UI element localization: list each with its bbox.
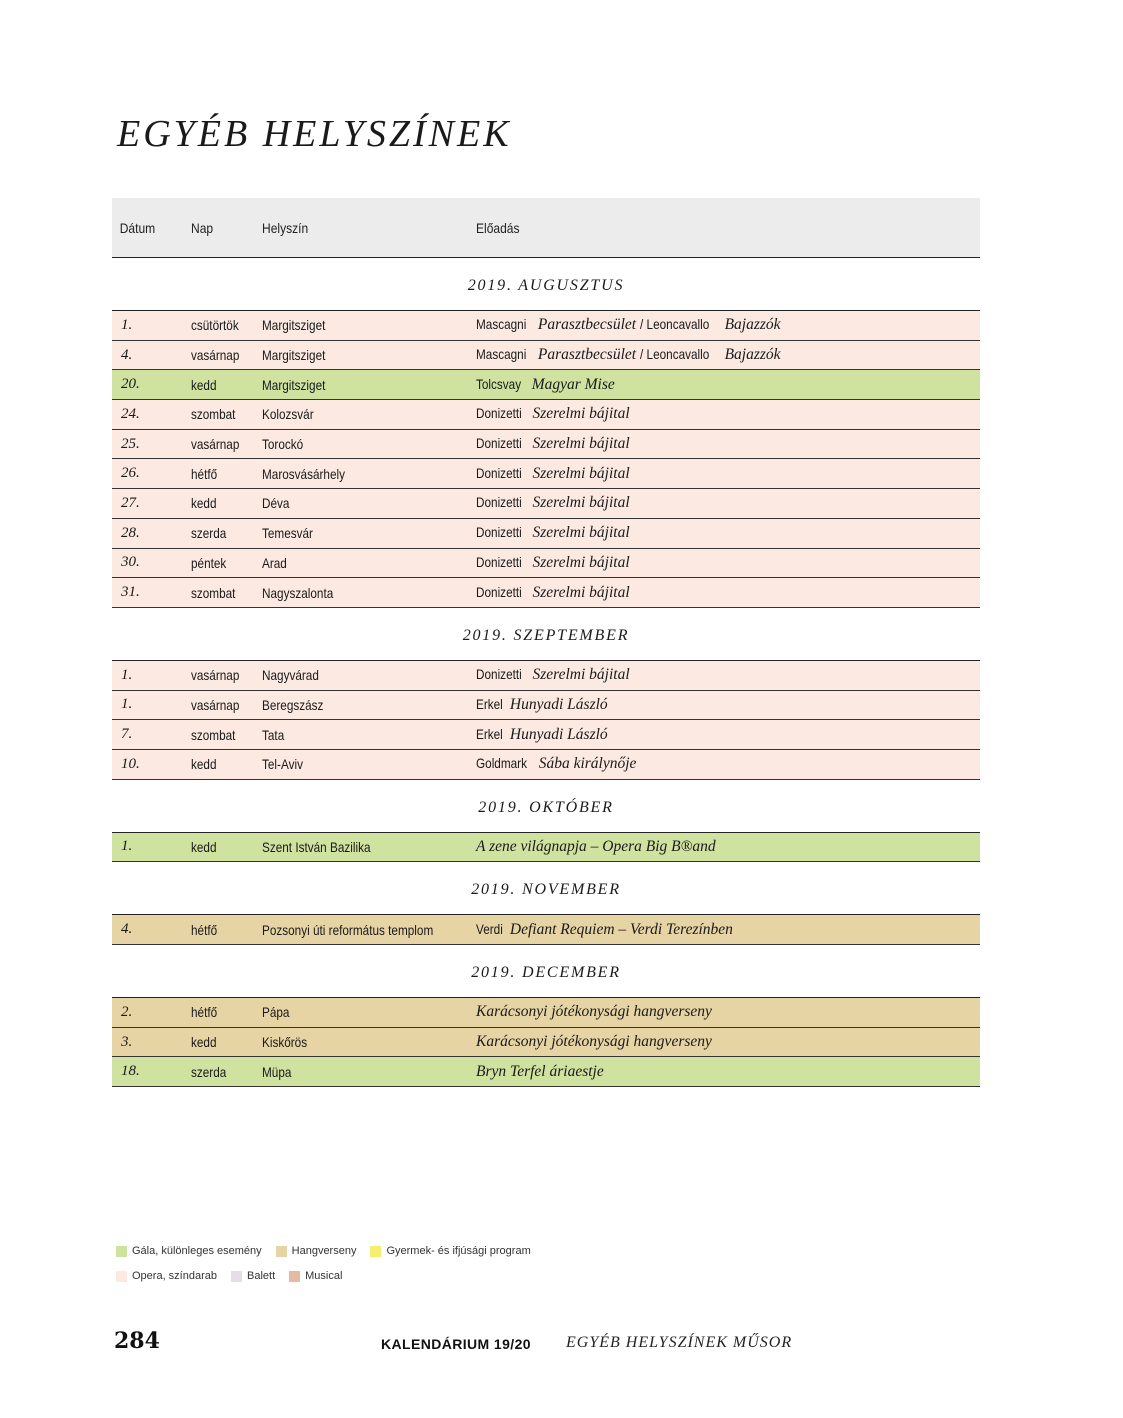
page-number: 284 <box>114 1328 160 1354</box>
date-cell: 18. <box>121 1063 140 1080</box>
date-cell: 1. <box>121 838 133 855</box>
performance-cell <box>476 1063 980 1081</box>
composer-name: Tolcsvay <box>476 375 522 392</box>
work-title: Szerelmi bájital <box>532 666 630 684</box>
work-title: Szerelmi bájital <box>532 494 630 512</box>
venue-cell <box>262 1004 476 1020</box>
work-title: Bryn Terfel áriaestje <box>476 1062 604 1080</box>
legend-item-gyermek <box>370 1245 530 1257</box>
table-row <box>112 311 980 341</box>
month-heading: 2019. AUGUSZTUS <box>112 258 980 311</box>
venue-text: Déva <box>262 495 290 512</box>
legend <box>116 1244 545 1294</box>
day-cell <box>191 406 262 422</box>
work-title: Szerelmi bájital <box>532 435 630 453</box>
page-title: EGYÉB HELYSZÍNEK <box>117 113 512 155</box>
day-text: vasárnap <box>191 436 240 453</box>
header-performance: Előadás <box>476 219 520 236</box>
date-cell: 1. <box>121 316 133 333</box>
venue-text: Tel-Aviv <box>262 756 303 773</box>
table-row <box>112 341 980 371</box>
day-text: szombat <box>191 584 236 601</box>
performance-cell <box>476 376 980 394</box>
day-text: csütörtök <box>191 317 239 334</box>
day-cell <box>191 667 262 683</box>
legend-row <box>116 1269 545 1283</box>
work-title: Hunyadi László <box>509 695 608 713</box>
venue-text: Margitsziget <box>262 347 326 364</box>
day-text: vasárnap <box>191 347 240 364</box>
composer-name: Donizetti <box>476 464 522 481</box>
venue-text: Nagyvárad <box>262 667 319 684</box>
table-row <box>112 1057 980 1087</box>
work-title: Szerelmi bájital <box>532 524 630 542</box>
date-cell: 1. <box>121 696 133 713</box>
day-cell <box>191 347 262 363</box>
table-row <box>112 1028 980 1058</box>
table-row <box>112 489 980 519</box>
venue-cell <box>262 525 476 541</box>
date-cell: 1. <box>121 666 133 683</box>
day-cell <box>191 1064 262 1080</box>
legend-item-opera <box>116 1270 217 1282</box>
date-cell: 4. <box>121 921 133 938</box>
date-cell: 25. <box>121 435 140 452</box>
performance-cell <box>476 494 980 512</box>
composer-name: Donizetti <box>476 405 522 422</box>
day-cell <box>191 436 262 452</box>
work-title: Parasztbecsület <box>537 346 637 364</box>
day-cell <box>191 756 262 772</box>
venue-cell <box>262 436 476 452</box>
table-header <box>112 198 980 258</box>
day-text: kedd <box>191 1034 217 1051</box>
venue-cell <box>262 727 476 743</box>
performance-cell <box>476 666 980 684</box>
day-cell <box>191 466 262 482</box>
legend-label: Balett <box>247 1270 276 1282</box>
date-cell: 24. <box>121 405 140 422</box>
legend-item-balett <box>231 1270 275 1282</box>
table-row <box>112 915 980 945</box>
venue-cell <box>262 667 476 683</box>
venue-text: Tata <box>262 726 285 743</box>
venue-cell <box>262 555 476 571</box>
legend-item-hangverseny <box>276 1245 357 1257</box>
venue-text: Nagyszalonta <box>262 584 334 601</box>
day-text: szerda <box>191 525 227 542</box>
day-text: kedd <box>191 756 217 773</box>
header-date: Dátum <box>119 219 156 236</box>
performance-cell <box>476 346 980 364</box>
work-title: Szerelmi bájital <box>532 405 630 423</box>
day-text: szombat <box>191 406 236 423</box>
publication-name: KALENDÁRIUM 19/20 <box>381 1336 531 1352</box>
venue-cell <box>262 466 476 482</box>
work-title: Magyar Mise <box>531 375 615 393</box>
venue-cell <box>262 585 476 601</box>
table-row <box>112 750 980 780</box>
table-row <box>112 370 980 400</box>
venue-text: Müpa <box>262 1063 292 1080</box>
date-cell: 26. <box>121 465 140 482</box>
venue-cell <box>262 839 476 855</box>
table-row <box>112 549 980 579</box>
table-row <box>112 691 980 721</box>
day-cell <box>191 839 262 855</box>
date-cell: 31. <box>121 584 140 601</box>
date-cell: 20. <box>121 376 140 393</box>
month-heading: 2019. OKTÓBER <box>112 780 980 833</box>
work-title: Szerelmi bájital <box>532 553 630 571</box>
day-cell <box>191 697 262 713</box>
legend-label: Opera, színdarab <box>132 1270 217 1282</box>
performance-cell <box>476 838 980 856</box>
venue-text: Szent István Bazilika <box>262 838 371 855</box>
legend-swatch <box>276 1246 287 1257</box>
header-day: Nap <box>191 219 214 236</box>
day-cell <box>191 525 262 541</box>
work-title: Karácsonyi jótékonysági hangverseny <box>476 1033 712 1051</box>
composer-name: Donizetti <box>476 666 522 683</box>
performance-cell <box>476 921 980 939</box>
month-heading: 2019. NOVEMBER <box>112 862 980 915</box>
work-title: Defiant Requiem – Verdi Terezínben <box>509 920 733 938</box>
day-cell <box>191 495 262 511</box>
venue-text: Arad <box>262 554 287 571</box>
table-row <box>112 833 980 863</box>
performance-cell <box>476 726 980 744</box>
day-text: szerda <box>191 1063 227 1080</box>
venue-cell <box>262 1064 476 1080</box>
day-cell <box>191 585 262 601</box>
section-name: EGYÉB HELYSZÍNEK MŰSOR <box>566 1334 793 1351</box>
table-row <box>112 430 980 460</box>
work-title: A zene világnapja – Opera Big B®and <box>476 837 716 855</box>
venue-text: Margitsziget <box>262 317 326 334</box>
work-title: Bajazzók <box>724 316 781 334</box>
day-cell <box>191 555 262 571</box>
page-footer <box>0 1328 1123 1358</box>
table-row <box>112 459 980 489</box>
venue-text: Pápa <box>262 1004 290 1021</box>
performance-cell <box>476 696 980 714</box>
month-heading: 2019. DECEMBER <box>112 945 980 998</box>
header-venue: Helyszín <box>262 219 309 236</box>
venue-cell <box>262 347 476 363</box>
schedule-table <box>112 198 980 1087</box>
table-row <box>112 720 980 750</box>
date-cell: 3. <box>121 1033 133 1050</box>
legend-swatch <box>116 1271 127 1282</box>
table-row <box>112 998 980 1028</box>
table-row <box>112 519 980 549</box>
venue-text: Beregszász <box>262 696 324 713</box>
venue-text: Marosvásárhely <box>262 465 346 482</box>
table-row <box>112 400 980 430</box>
day-text: kedd <box>191 376 217 393</box>
day-text: szombat <box>191 726 236 743</box>
table-body <box>112 258 980 1087</box>
date-cell: 7. <box>121 726 133 743</box>
composer-name: Donizetti <box>476 435 522 452</box>
work-title: Sába királynője <box>538 755 637 773</box>
work-title: Karácsonyi jótékonysági hangverseny <box>476 1003 712 1021</box>
venue-cell <box>262 697 476 713</box>
date-cell: 2. <box>121 1003 133 1020</box>
day-text: vasárnap <box>191 696 240 713</box>
date-cell: 27. <box>121 494 140 511</box>
venue-text: Margitsziget <box>262 376 326 393</box>
work-title: Parasztbecsület <box>537 316 637 334</box>
composer-name: Erkel <box>476 725 503 742</box>
day-cell <box>191 377 262 393</box>
composer-name: Erkel <box>476 695 503 712</box>
performance-cell <box>476 1033 980 1051</box>
work-title: Szerelmi bájital <box>532 464 630 482</box>
month-heading: 2019. SZEPTEMBER <box>112 608 980 661</box>
venue-cell <box>262 756 476 772</box>
day-text: hétfő <box>191 1004 218 1021</box>
table-row <box>112 578 980 608</box>
performance-cell <box>476 584 980 602</box>
day-text: kedd <box>191 495 217 512</box>
composer-name: Verdi <box>476 920 503 937</box>
day-text: kedd <box>191 838 217 855</box>
venue-cell <box>262 922 476 938</box>
performance-cell <box>476 755 980 773</box>
legend-label: Gála, különleges esemény <box>132 1245 262 1257</box>
composer-name: Donizetti <box>476 583 522 600</box>
performance-cell <box>476 316 980 334</box>
day-cell <box>191 727 262 743</box>
day-cell <box>191 922 262 938</box>
date-cell: 30. <box>121 554 140 571</box>
venue-text: Kiskőrös <box>262 1034 308 1051</box>
venue-cell <box>262 406 476 422</box>
performance-cell <box>476 465 980 483</box>
work-title: Hunyadi László <box>509 725 608 743</box>
legend-swatch <box>231 1271 242 1282</box>
venue-cell <box>262 495 476 511</box>
legend-label: Gyermek- és ifjúsági program <box>386 1245 531 1257</box>
composer-name: Mascagni <box>476 316 527 333</box>
venue-cell <box>262 317 476 333</box>
day-cell <box>191 1004 262 1020</box>
composer-name: Goldmark <box>476 755 527 772</box>
day-text: hétfő <box>191 465 218 482</box>
day-text: péntek <box>191 554 227 571</box>
venue-cell <box>262 377 476 393</box>
day-text: vasárnap <box>191 667 240 684</box>
legend-row <box>116 1244 545 1258</box>
work-title: Bajazzók <box>724 346 781 364</box>
composer-name: Mascagni <box>476 346 527 363</box>
venue-cell <box>262 1034 476 1050</box>
venue-text: Pozsonyi úti református templom <box>262 921 434 938</box>
legend-item-musical <box>289 1270 342 1282</box>
venue-text: Kolozsvár <box>262 406 314 423</box>
composer-name: / Leoncavallo <box>640 316 710 333</box>
date-cell: 10. <box>121 755 140 772</box>
date-cell: 28. <box>121 524 140 541</box>
day-cell <box>191 317 262 333</box>
composer-name: Donizetti <box>476 494 522 511</box>
legend-label: Hangverseny <box>291 1245 357 1257</box>
legend-swatch <box>289 1271 300 1282</box>
legend-label: Musical <box>305 1270 343 1282</box>
composer-name: Donizetti <box>476 553 522 570</box>
performance-cell <box>476 554 980 572</box>
performance-cell <box>476 435 980 453</box>
performance-cell <box>476 524 980 542</box>
venue-text: Temesvár <box>262 525 313 542</box>
legend-swatch <box>116 1246 127 1257</box>
composer-name: / Leoncavallo <box>640 346 710 363</box>
performance-cell <box>476 405 980 423</box>
composer-name: Donizetti <box>476 524 522 541</box>
venue-text: Torockó <box>262 436 304 453</box>
table-row <box>112 661 980 691</box>
day-text: hétfő <box>191 921 218 938</box>
legend-item-gala <box>116 1245 262 1257</box>
work-title: Szerelmi bájital <box>532 583 630 601</box>
date-cell: 4. <box>121 346 133 363</box>
legend-swatch <box>370 1246 381 1257</box>
performance-cell <box>476 1003 980 1021</box>
day-cell <box>191 1034 262 1050</box>
